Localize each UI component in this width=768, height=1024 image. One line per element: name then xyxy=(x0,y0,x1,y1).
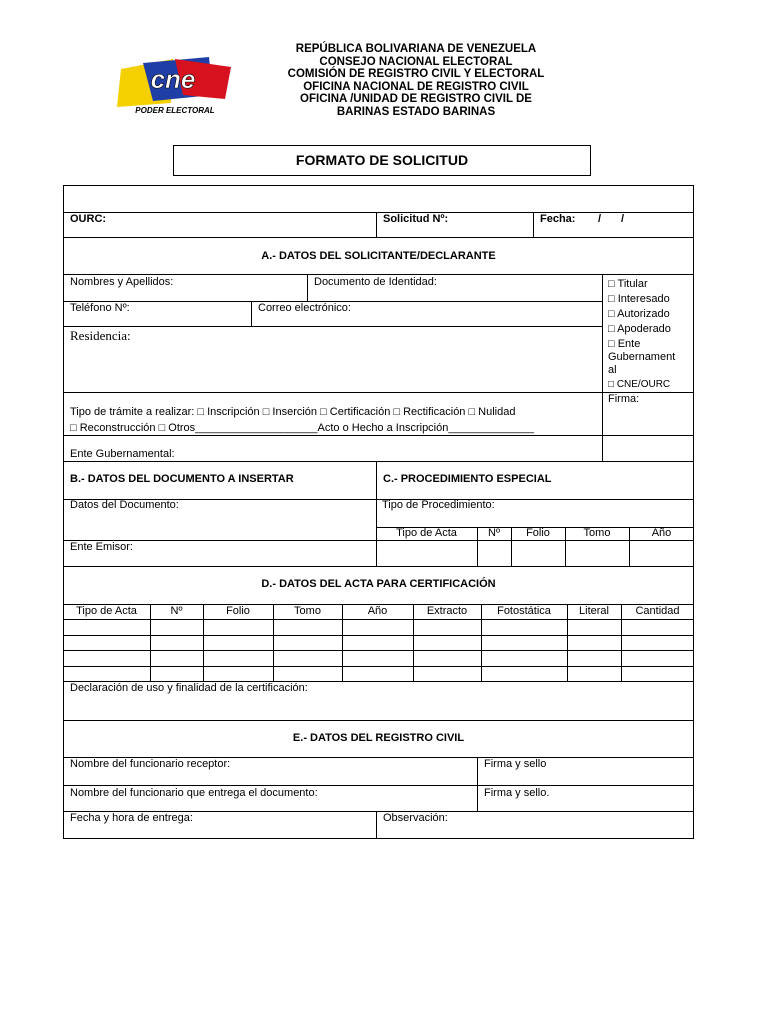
role-autorizado-checkbox[interactable]: □ Autorizado xyxy=(608,308,670,320)
section-c-title: C.- PROCEDIMIENTO ESPECIAL xyxy=(383,473,552,485)
role-ente-label-cont: Gubernament xyxy=(608,351,676,363)
d-col-fotostatica: Fotostática xyxy=(497,605,551,617)
role-apoderado-checkbox[interactable]: □ Apoderado xyxy=(608,323,671,335)
svg-text:PODER ELECTORAL: PODER ELECTORAL xyxy=(135,106,215,115)
section-a-title: A.- DATOS DEL SOLICITANTE/DECLARANTE xyxy=(261,250,496,262)
documento-label: Documento de Identidad: xyxy=(314,276,437,288)
cne-logo-graphic xyxy=(113,55,235,117)
header-line-2: CONSEJO NACIONAL ELECTORAL xyxy=(319,56,513,68)
firma-sello-label: Firma y sello xyxy=(484,758,547,770)
date-separator: / xyxy=(621,213,625,225)
tipo-procedimiento-label: Tipo de Procedimiento: xyxy=(382,499,495,511)
telefono-label: Teléfono Nº: xyxy=(70,302,130,314)
role-interesado-checkbox[interactable]: □ Interesado xyxy=(608,293,670,305)
funcionario-entrega-label: Nombre del funcionario que entrega el documento: xyxy=(70,787,318,799)
header-line-1: REPÚBLICA BOLIVARIANA DE VENEZUELA xyxy=(295,43,537,55)
d-col-extracto: Extracto xyxy=(426,605,468,617)
residencia-label: Residencia: xyxy=(70,328,131,343)
fecha-hora-entrega-label: Fecha y hora de entrega: xyxy=(70,812,193,824)
d-col-tomo: Tomo xyxy=(294,605,321,617)
d-col-numero: Nº xyxy=(170,605,183,617)
header-line-6: BARINAS ESTADO BARINAS xyxy=(336,106,496,118)
c-col-tipo-acta: Tipo de Acta xyxy=(396,527,457,539)
observacion-label: Observación: xyxy=(383,812,448,824)
declaracion-label: Declaración de uso y finalidad de la certificación: xyxy=(70,682,308,694)
correo-label: Correo electrónico: xyxy=(258,302,351,314)
d-col-tipo-acta: Tipo de Acta xyxy=(76,605,137,617)
role-ente-checkbox[interactable]: □ Ente xyxy=(608,338,641,350)
d-col-folio: Folio xyxy=(226,605,250,617)
c-col-numero: Nº xyxy=(488,527,500,539)
d-col-cantidad: Cantidad xyxy=(635,605,680,617)
date-separator: / xyxy=(598,213,602,225)
tramite-line-1: Tipo de trámite a realizar: □ Inscripción □ Inserción □ Certificación □ Rectificación □ Nulidad xyxy=(70,406,516,418)
ourc-label: OURC: xyxy=(70,213,107,225)
d-col-literal: Literal xyxy=(579,605,609,617)
form-title: FORMATO DE SOLICITUD xyxy=(173,145,591,176)
firma-label: Firma: xyxy=(608,393,640,405)
role-cne-ourc-checkbox[interactable]: □ CNE/OURC xyxy=(608,379,671,390)
c-col-tomo: Tomo xyxy=(583,527,611,539)
solicitud-number-label: Solicitud Nº: xyxy=(383,213,449,225)
header-line-4: OFICINA NACIONAL DE REGISTRO CIVIL xyxy=(303,81,529,93)
datos-documento-label: Datos del Documento: xyxy=(70,499,179,511)
funcionario-receptor-label: Nombre del funcionario receptor: xyxy=(70,758,231,770)
c-col-ano: Año xyxy=(651,527,672,539)
svg-text:cne: cne xyxy=(150,64,196,94)
firma-sello-label-2: Firma y sello. xyxy=(484,787,550,799)
section-b-title: B.- DATOS DEL DOCUMENTO A INSERTAR xyxy=(70,473,294,485)
section-d-title: D.- DATOS DEL ACTA PARA CERTIFICACIÓN xyxy=(261,578,496,590)
role-titular-checkbox[interactable]: □ Titular xyxy=(608,278,648,290)
role-ente-label-cont: al xyxy=(608,364,617,376)
ente-gubernamental-label: Ente Gubernamental: xyxy=(70,448,175,460)
c-col-folio: Folio xyxy=(526,527,550,539)
nombres-label: Nombres y Apellidos: xyxy=(70,276,174,288)
header-line-5: OFICINA /UNIDAD DE REGISTRO CIVIL DE xyxy=(300,93,532,105)
ente-emisor-label: Ente Emisor: xyxy=(70,541,133,553)
d-col-ano: Año xyxy=(367,605,388,617)
cne-logo xyxy=(113,55,235,117)
fecha-label: Fecha: xyxy=(540,213,576,225)
tramite-line-2: □ Reconstrucción □ Otros____________________Acto o Hecho a Inscripción______________ xyxy=(70,422,535,434)
header-line-3: COMISIÓN DE REGISTRO CIVIL Y ELECTORAL xyxy=(287,68,545,80)
section-e-title: E.- DATOS DEL REGISTRO CIVIL xyxy=(292,732,465,744)
